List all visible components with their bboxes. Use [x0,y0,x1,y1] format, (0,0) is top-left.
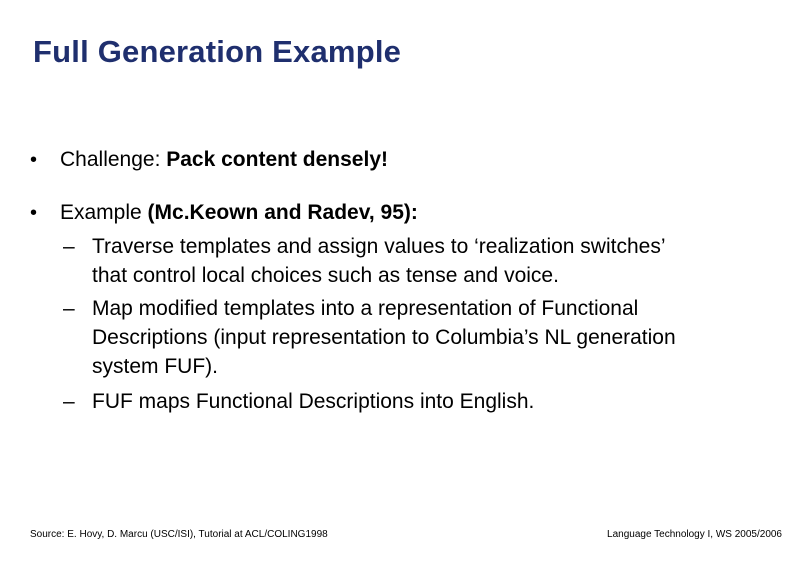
subitem-line: Descriptions (input representation to Columbia’s NL generation [92,326,676,349]
subitem-line: that control local choices such as tense and voice. [92,264,559,287]
bullet-dot-icon: • [30,149,38,171]
bullet-lead: Challenge: [60,148,167,171]
subitem-line: system FUF). [92,355,218,378]
subitem-line: Map modified templates into a representation of Functional [92,297,639,320]
bullet-emphasis: Pack content densely! [166,148,388,171]
bullet-lead: Example [60,201,148,224]
slide-title: Full Generation Example [33,34,402,69]
subitem-line: Traverse templates and assign values to ‘realization switches’ [92,235,666,258]
dash-icon: – [63,235,75,258]
subitem-line: FUF maps Functional Descriptions into English. [92,390,535,413]
dash-icon: – [63,390,75,413]
bullet-dot-icon: • [30,202,38,224]
footer-course: Language Technology I, WS 2005/2006 [607,529,782,540]
bullet-emphasis: (Mc.Keown and Radev, 95): [147,201,418,224]
dash-icon: – [63,297,75,320]
footer-source: Source: E. Hovy, D. Marcu (USC/ISI), Tutorial at ACL/COLING1998 [30,529,328,540]
